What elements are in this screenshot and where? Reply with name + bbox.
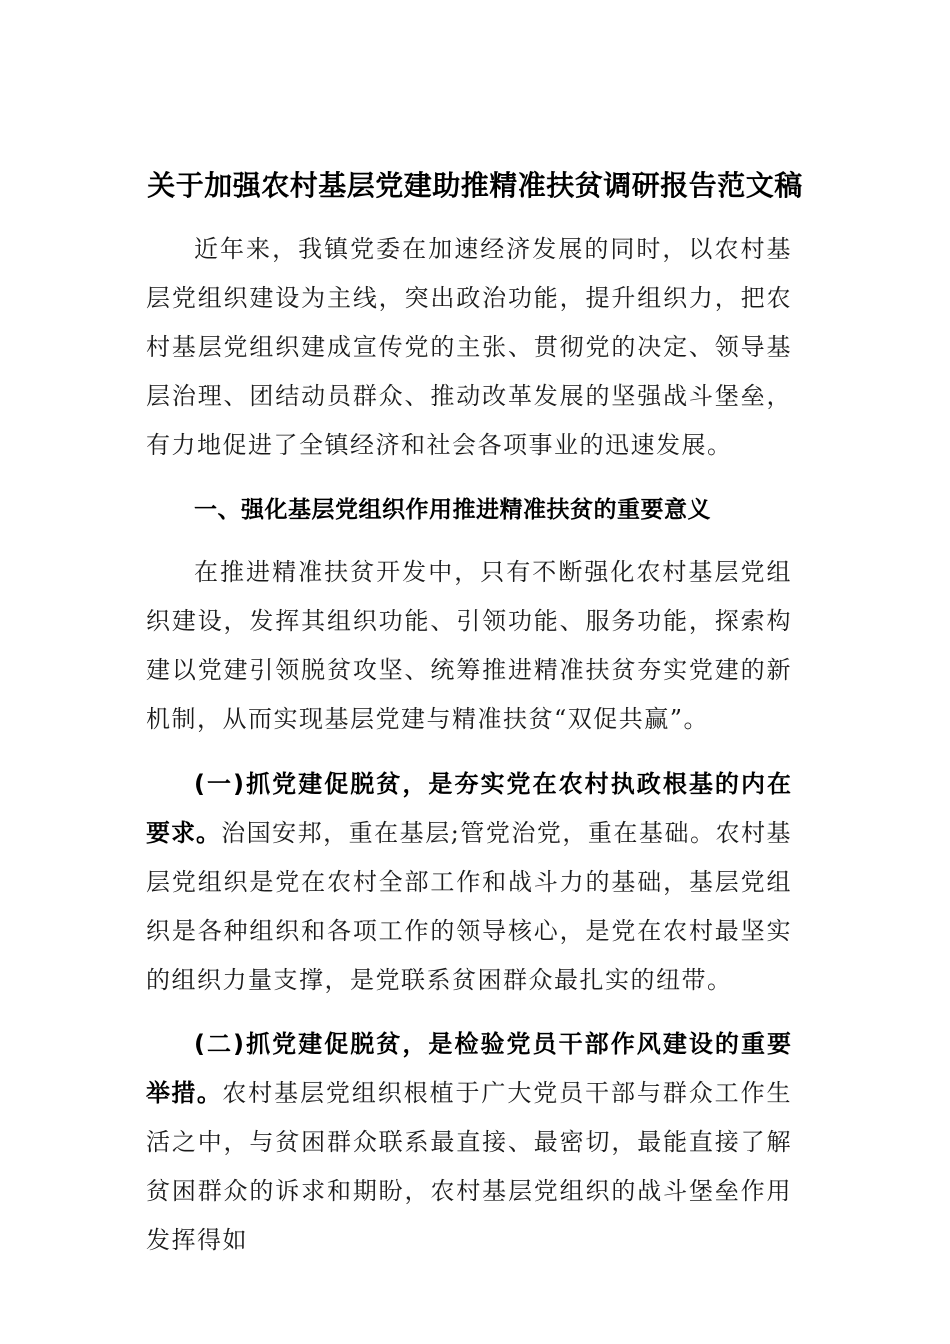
point-lead-1: (一)抓党建促脱贫，是夯实党在农村执政根基的内在要求。 [146, 770, 792, 847]
intro-paragraph: 近年来，我镇党委在加速经济发展的同时，以农村基层党组织建设为主线，突出政治功能，提升组织力，把农村基层党组织建成宣传党的主张、贯彻党的决定、领导基层治理、团结动员群众、推动改革发展的坚强战斗堡垒，有力地促进了全镇经济和社会各项事业的迅速发展。 [146, 235, 792, 459]
point-paragraph-2 [146, 1020, 792, 1265]
point-text-1: 治国安邦，重在基层;管党治党，重在基础。农村基层党组织是党在农村全部工作和战斗力的基础，基层党组织是各种组织和各项工作的领导核心，是党在农村最坚实的组织力量支撑，是党联系贫困群众最扎实的纽带。 [146, 819, 793, 994]
document-title: 关于加强农村基层党建助推精准扶贫调研报告范文稿 [147, 169, 803, 202]
point-lead-2: (二)抓党建促脱贫，是检验党员干部作风建设的重要举措。 [146, 1030, 792, 1107]
point-paragraph-1 [146, 760, 792, 1005]
point-text-2: 农村基层党组织根植于广大党员干部与群众工作生活之中，与贫困群众联系最直接、最密切，最能直接了解贫困群众的诉求和期盼，农村基层党组织的战斗堡垒作用发挥得如 [146, 1079, 792, 1254]
section-body-paragraph: 在推进精准扶贫开发中，只有不断强化农村基层党组织建设，发挥其组织功能、引领功能、服务功能，探索构建以党建引领脱贫攻坚、统筹推进精准扶贫夯实党建的新机制，从而实现基层党建与精准扶贫“双促共赢”。 [146, 558, 792, 733]
section-heading: 一、强化基层党组织作用推进精准扶贫的重要意义 [194, 497, 711, 523]
